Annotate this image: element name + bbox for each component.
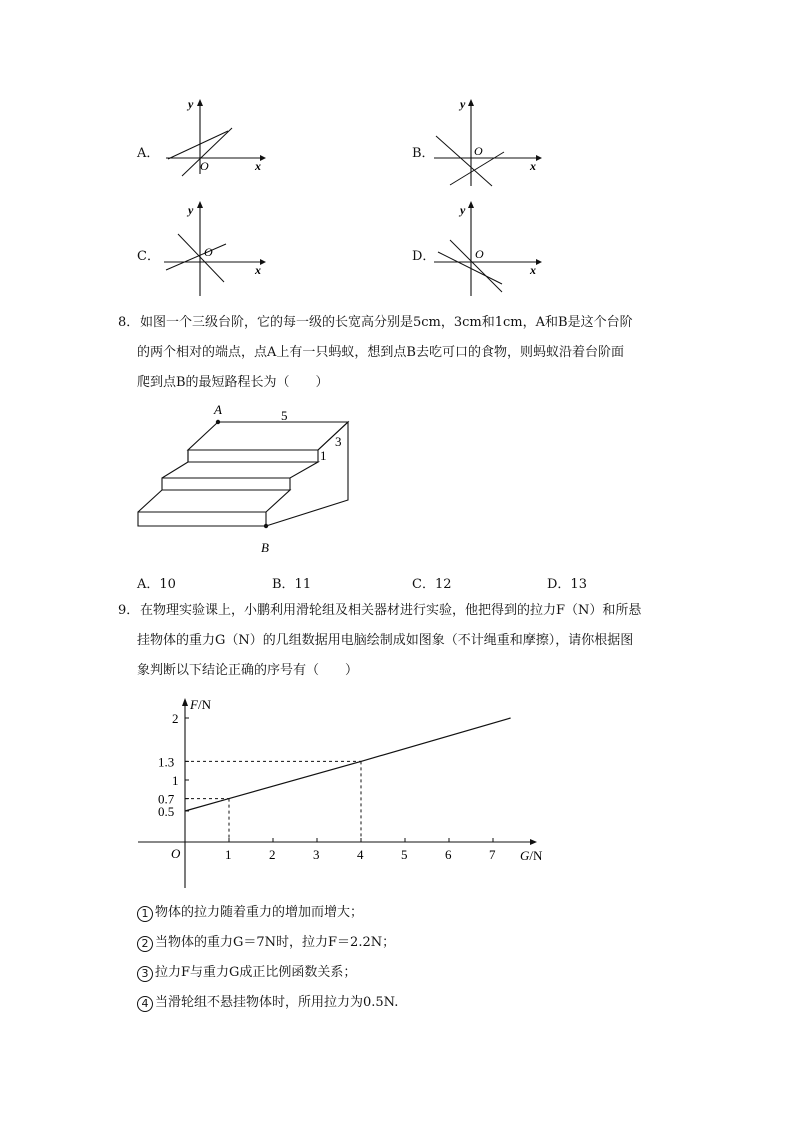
option-letter: C．	[137, 249, 160, 264]
y-axis-label: F/N	[190, 697, 211, 712]
label-length: 5	[281, 408, 288, 423]
x-axis-label: x	[255, 159, 261, 173]
y-axis-label: y	[460, 203, 466, 217]
q7-graph-b	[428, 98, 543, 188]
q7-graph-d	[428, 200, 543, 300]
label-width: 3	[335, 434, 342, 449]
origin-label: O	[474, 144, 483, 158]
choice-a: A．10	[137, 577, 176, 592]
origin-label: O	[200, 159, 209, 173]
option-letter: B．	[412, 146, 435, 161]
question-text-line: 在物理实验课上，小鹏利用滑轮组及相关器材进行实验，他把得到的拉力F（N）和所悬	[140, 603, 642, 618]
y-axis-label: y	[188, 98, 194, 111]
x-axis-arrow	[530, 839, 537, 845]
statement-2: 2 当物体的重力G＝7N时，拉力F＝2.2N；	[137, 933, 395, 953]
origin-label: O	[475, 247, 484, 261]
staircase-figure	[130, 400, 360, 560]
statement-number: 3	[137, 966, 153, 982]
question-number: 9．	[118, 603, 140, 618]
label-a: A	[214, 402, 222, 417]
force-gravity-chart	[130, 690, 570, 895]
x-axis-label: x	[255, 263, 261, 277]
question-text-line: 如图一个三级台阶，它的每一级的长宽高分别是5cm，3cm和1cm，A和B是这个台阶	[140, 315, 633, 330]
statement-1: 1 物体的拉力随着重力的增加而增大；	[137, 903, 363, 923]
statement-4: 4 当滑轮组不悬挂物体时，所用拉力为0.5N.	[137, 993, 398, 1013]
x-tick-label: 3	[313, 847, 320, 862]
x-tick-label: 1	[225, 847, 232, 862]
origin-label: O	[204, 245, 213, 259]
question-text-line: 挂物体的重力G（N）的几组数据用电脑绘制成如图象（不计绳重和摩擦），请你根据图	[137, 633, 634, 648]
y-tick-label: 0.5	[158, 804, 175, 819]
q7-graph-a	[160, 98, 270, 178]
x-tick-label: 4	[357, 847, 364, 862]
choice-c: C．12	[412, 577, 452, 592]
option-letter: D．	[412, 249, 436, 264]
y-axis-label: y	[460, 98, 466, 111]
x-tick-label: 6	[445, 847, 452, 862]
q7-graph-c	[160, 200, 270, 300]
point-b	[264, 524, 268, 528]
x-tick-label: 7	[489, 847, 496, 862]
question-number: 8．	[118, 315, 140, 330]
origin-label: O	[171, 846, 181, 861]
x-axis-label: G/N	[520, 848, 543, 863]
y-tick-label: 0.7	[158, 791, 175, 807]
x-axis-label: x	[530, 159, 536, 173]
x-tick-label: 5	[401, 847, 408, 862]
label-b: B	[261, 540, 269, 555]
y-tick-label: 2	[172, 711, 179, 726]
y-axis-arrow	[182, 698, 188, 706]
option-letter: A．	[137, 146, 160, 161]
series-line	[185, 718, 511, 811]
y-tick-label: 1	[172, 773, 179, 788]
y-axis-label: y	[188, 203, 194, 217]
statement-3: 3 拉力F与重力G成正比例函数关系；	[137, 963, 356, 983]
question-text-line: 爬到点B的最短路程长为（ ）	[137, 375, 329, 390]
choice-b: B．11	[272, 577, 312, 592]
statement-number: 1	[137, 906, 153, 922]
statement-number: 2	[137, 936, 153, 952]
question-text-line: 的两个相对的端点，点A上有一只蚂蚁，想到点B去吃可口的食物，则蚂蚁沿着台阶面	[137, 345, 624, 360]
choice-d: D．13	[547, 577, 587, 592]
point-a	[216, 420, 220, 424]
question-text-line: 象判断以下结论正确的序号有（ ）	[137, 663, 359, 678]
y-tick-label: 1.3	[158, 754, 175, 770]
statement-number: 4	[137, 996, 153, 1012]
label-height: 1	[320, 448, 327, 463]
x-axis-label: x	[530, 263, 536, 277]
x-tick-label: 2	[269, 847, 276, 862]
